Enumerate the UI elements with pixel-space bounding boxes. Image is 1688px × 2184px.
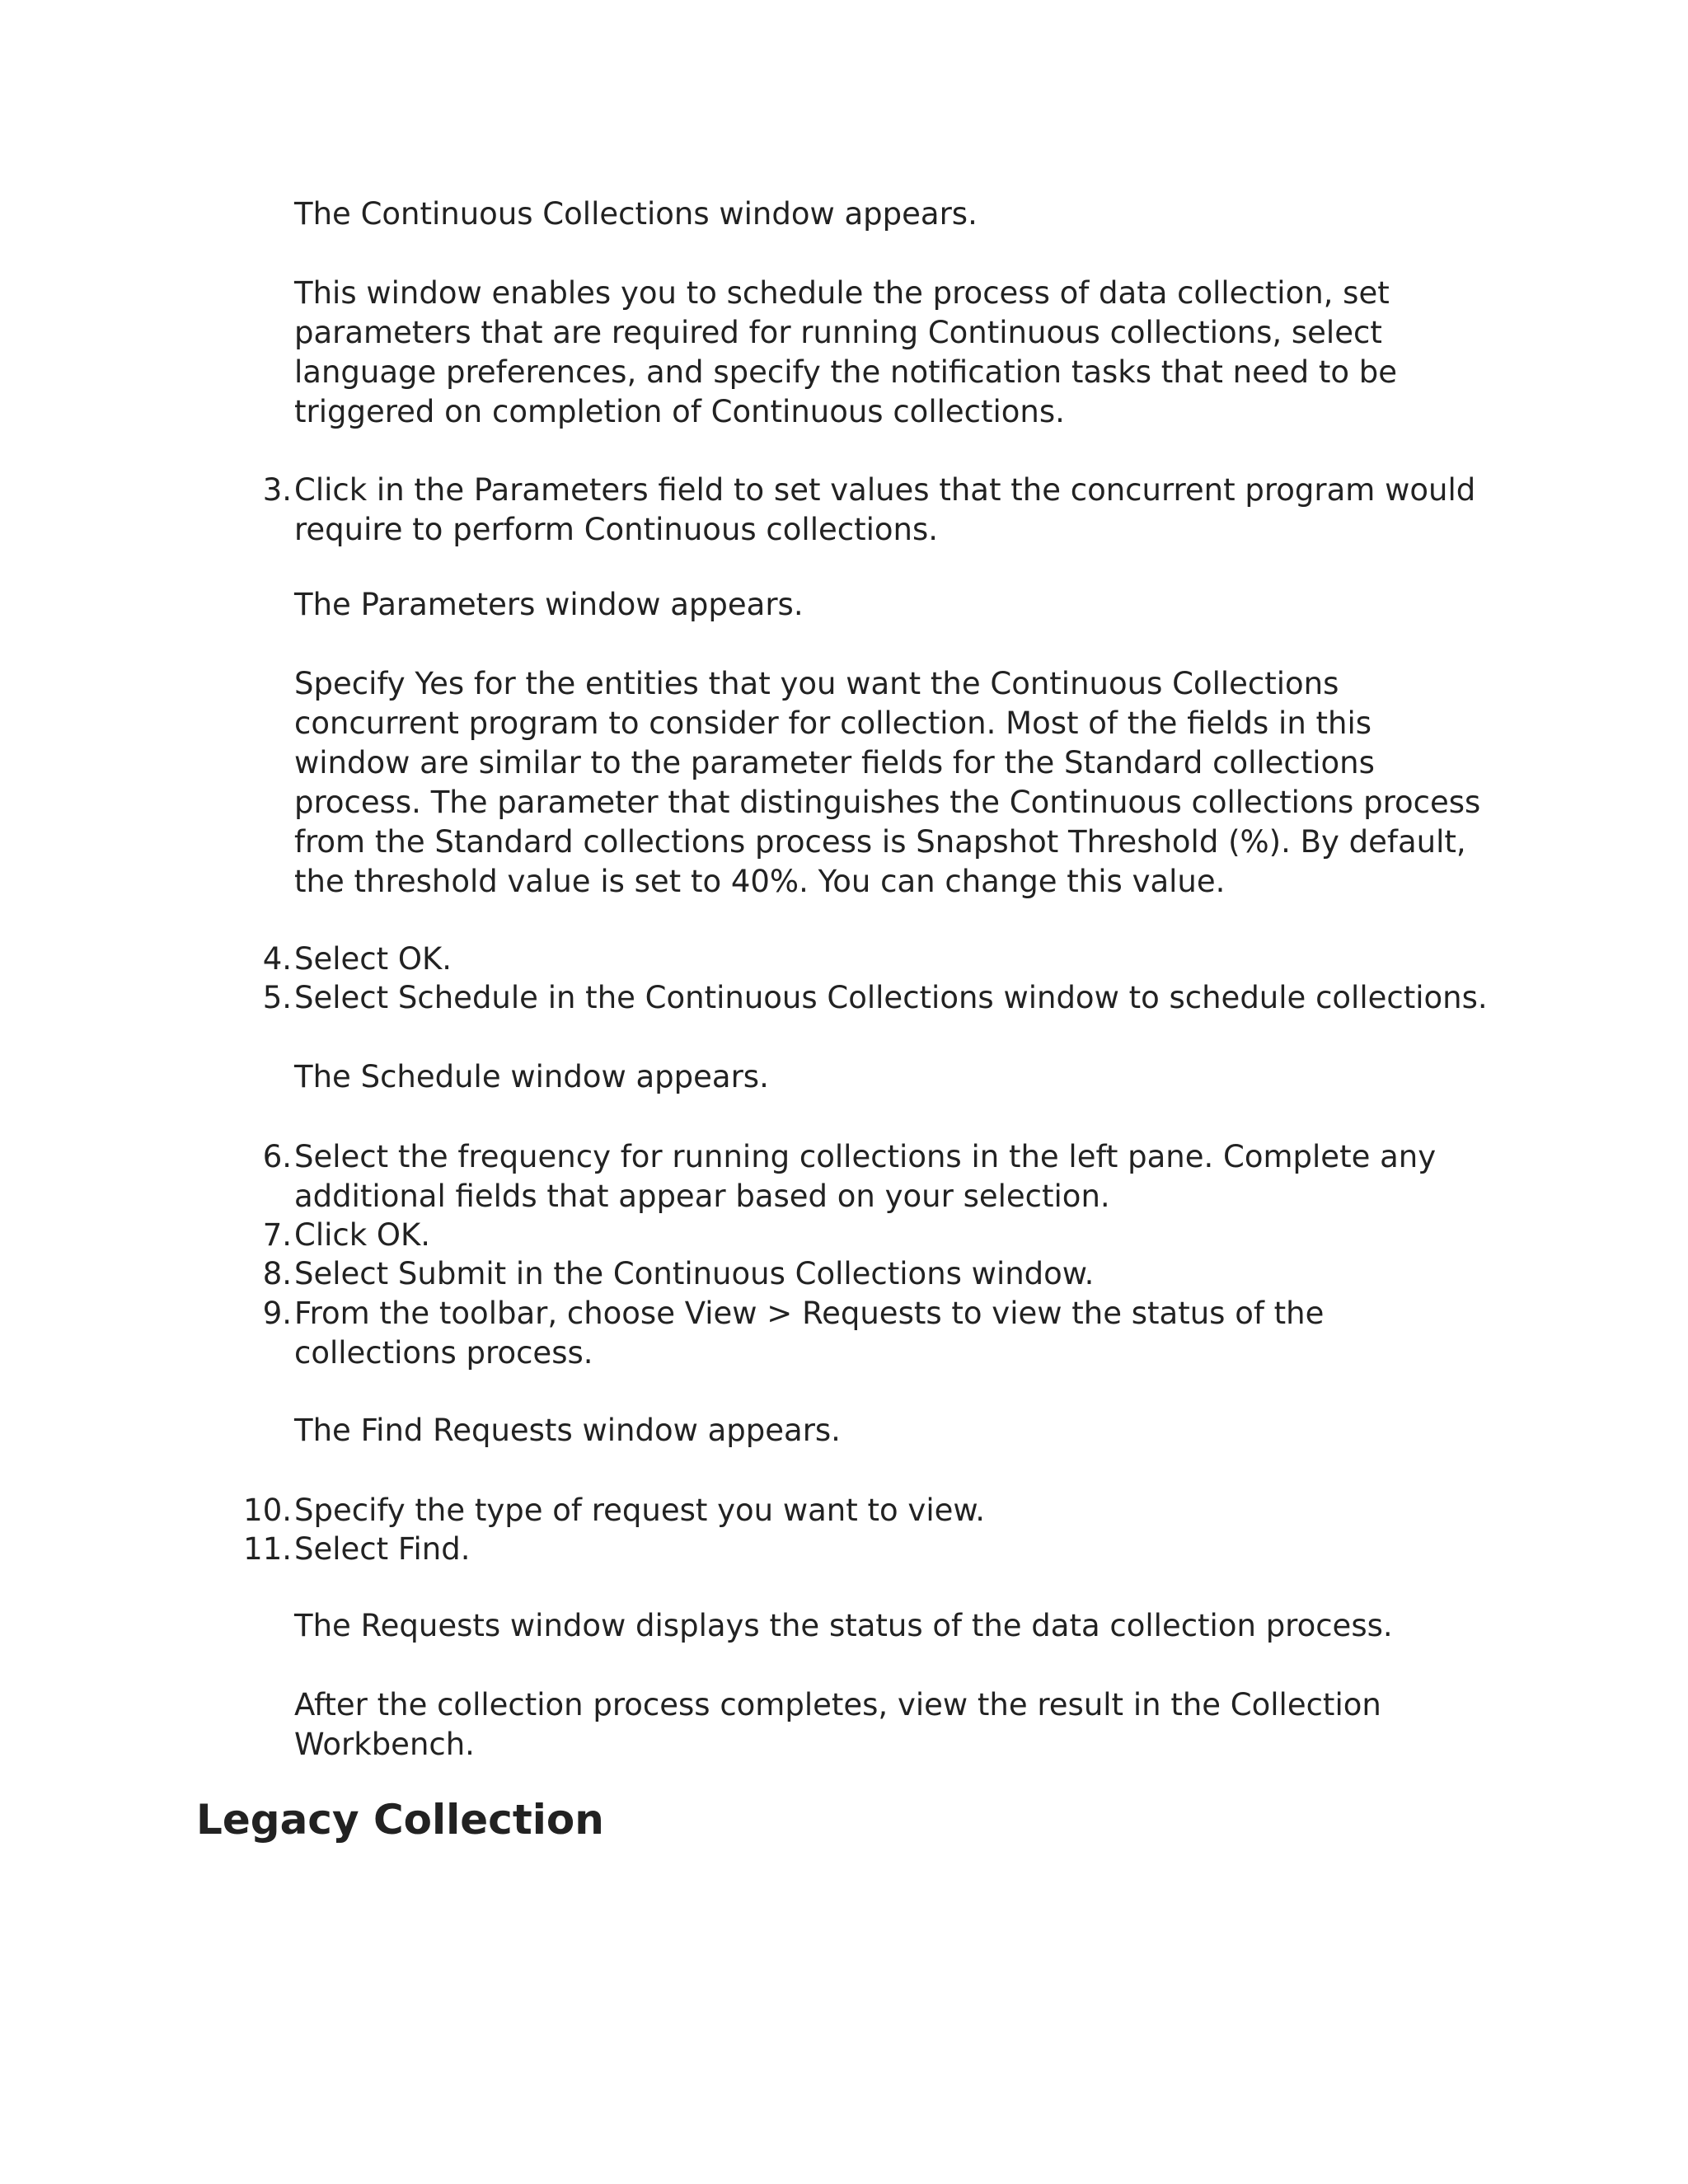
list-text: Select OK. <box>294 941 452 977</box>
intro-description: This window enables you to schedule the process of data collection, set parameters that are required for running Continuous collections, select language preferences, and specify the notification tasks that need to be triggered on completion of Continuous collections. <box>294 275 1398 429</box>
list-number: 9. <box>262 1296 292 1331</box>
list-text: Click OK. <box>294 1217 431 1253</box>
section-heading: Legacy Collection <box>196 1796 604 1844</box>
list-number: 5. <box>262 980 292 1015</box>
step-note: The Schedule window appears. <box>294 1059 769 1094</box>
list-text: Select Schedule in the Continuous Collections window to schedule collections. <box>294 980 1488 1015</box>
list-text: Specify the type of request you want to view. <box>294 1493 985 1528</box>
list-text: Select Submit in the Continuous Collections window. <box>294 1256 1095 1291</box>
step-note: After the collection process completes, view the result in the Collection Workbench. <box>294 1687 1381 1762</box>
list-text: Select the frequency for running collections in the left pane. Complete any additional fields that appear based on your selection. <box>294 1139 1437 1214</box>
list-text: From the toolbar, choose View > Requests to view the status of the collections process. <box>294 1296 1325 1371</box>
step-note: Specify Yes for the entities that you want the Continuous Collections concurrent program to consider for collection. Most of the fields in this window are similar to the parameter fields for the Standard collections process. The parameter that distinguishes the Continuous collections process from the Standard collections process is Snapshot Threshold (%). By default, the threshold value is set to 40%. You can change this value. <box>294 666 1481 899</box>
list-number: 3. <box>262 472 292 508</box>
step-note: The Requests window displays the status of the data collection process. <box>294 1608 1393 1643</box>
step-note: The Find Requests window appears. <box>294 1413 841 1448</box>
list-number: 6. <box>262 1139 292 1174</box>
list-number: 10. <box>243 1493 292 1528</box>
list-text: Select Find. <box>294 1531 471 1567</box>
list-number: 4. <box>262 941 292 977</box>
list-text: Click in the Parameters field to set values that the concurrent program would require to perform Continuous collections. <box>294 472 1476 547</box>
intro-paragraph: The Continuous Collections window appears. <box>294 196 978 232</box>
list-number: 7. <box>262 1217 292 1253</box>
list-number: 8. <box>262 1256 292 1291</box>
list-number: 11. <box>243 1531 292 1567</box>
step-note: The Parameters window appears. <box>294 587 804 622</box>
